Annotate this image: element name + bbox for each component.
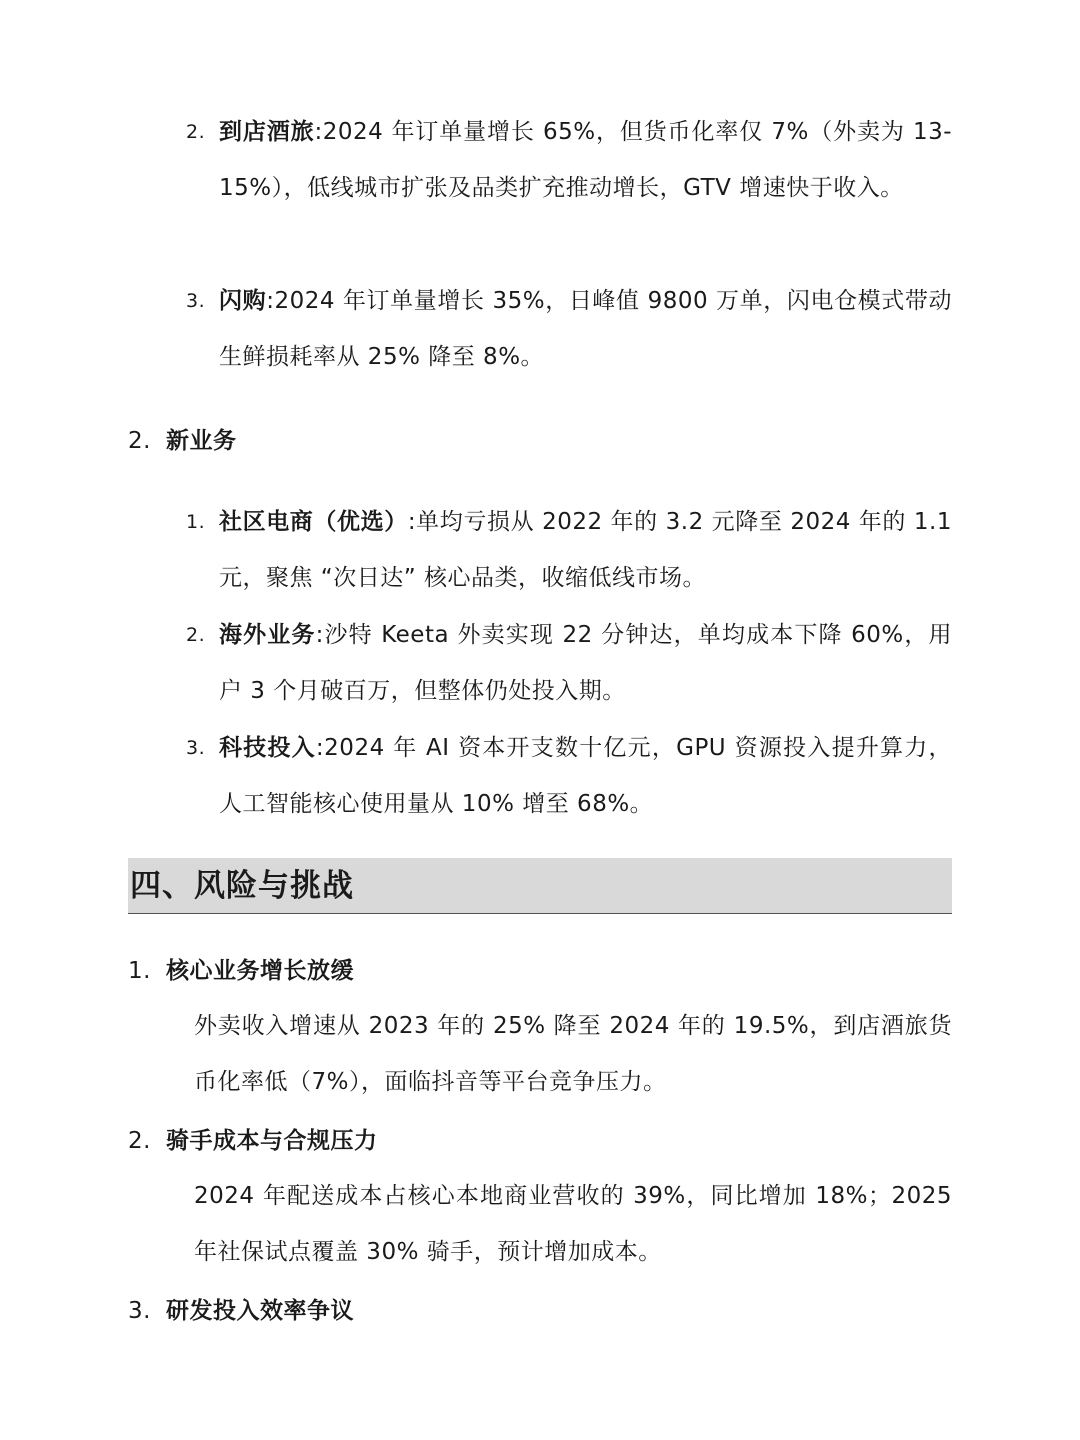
- section-number: 2.: [128, 1128, 151, 1154]
- list-item-tech-investment: [186, 720, 952, 832]
- list-item-overseas: [186, 607, 952, 719]
- label-separator: :: [315, 622, 324, 648]
- risk-title: 核心业务增长放缓: [166, 958, 354, 984]
- list-item-text: 2024 年 AI 资本开支数十亿元，GPU 资源投入提升算力，人工智能核心使用量从 10% 增至 68%。: [219, 735, 953, 817]
- list-item-text: 沙特 Keeta 外卖实现 22 分钟达，单均成本下降 60%，用户 3 个月破百万，但整体仍处投入期。: [219, 622, 953, 704]
- list-number: 3.: [186, 290, 206, 312]
- section-title: 新业务: [166, 428, 237, 454]
- risk-title-rd-efficiency: [128, 1291, 354, 1331]
- list-item-community-ecommerce: [186, 494, 952, 606]
- section-number: 3.: [128, 1298, 151, 1324]
- list-item-label: 社区电商（优选）: [219, 509, 408, 535]
- risk-paragraph: 2024 年配送成本占核心本地商业营收的 39%，同比增加 18%；2025 年社保试点覆盖 30% 骑手，预计增加成本。: [194, 1183, 952, 1265]
- label-separator: :: [266, 288, 275, 314]
- risk-paragraph: 外卖收入增速从 2023 年的 25% 降至 2024 年的 19.5%，到店酒旅货币化率低（7%），面临抖音等平台竞争压力。: [194, 1013, 952, 1095]
- list-item-text: 单均亏损从 2022 年的 3.2 元降至 2024 年的 1.1 元，聚焦 “次日达” 核心品类，收缩低线市场。: [219, 509, 952, 591]
- list-number: 2.: [186, 121, 206, 143]
- risk-title: 骑手成本与合规压力: [166, 1128, 378, 1154]
- list-number: 2.: [186, 624, 206, 646]
- label-separator: :: [315, 735, 325, 761]
- section-number: 2.: [128, 428, 151, 454]
- label-separator: :: [407, 509, 417, 535]
- list-item-label: 闪购: [219, 288, 267, 314]
- list-number: 3.: [186, 737, 206, 759]
- label-separator: :: [314, 119, 323, 145]
- risk-title-rider-cost: [128, 1121, 378, 1161]
- section-number: 1.: [128, 958, 151, 984]
- list-item-label: 科技投入: [219, 735, 316, 761]
- section-heading-risks: 四、风险与挑战: [128, 858, 952, 914]
- list-item-dining-travel: [186, 104, 952, 216]
- list-item-text: 2024 年订单量增长 35%，日峰值 9800 万单，闪电仓模式带动生鲜损耗率从 25% 降至 8%。: [219, 288, 952, 370]
- list-number: 1.: [186, 511, 206, 533]
- list-item-label: 海外业务: [219, 622, 316, 648]
- list-item-flash-purchase: [186, 273, 952, 385]
- risk-title: 研发投入效率争议: [166, 1298, 354, 1324]
- section-new-business: [128, 421, 237, 461]
- list-item-label: 到店酒旅: [219, 119, 315, 145]
- list-item-text: 2024 年订单量增长 65%，但货币化率仅 7%（外卖为 13-15%），低线城市扩张及品类扩充推动增长，GTV 增速快于收入。: [219, 119, 953, 201]
- risk-title-core-growth: [128, 951, 354, 991]
